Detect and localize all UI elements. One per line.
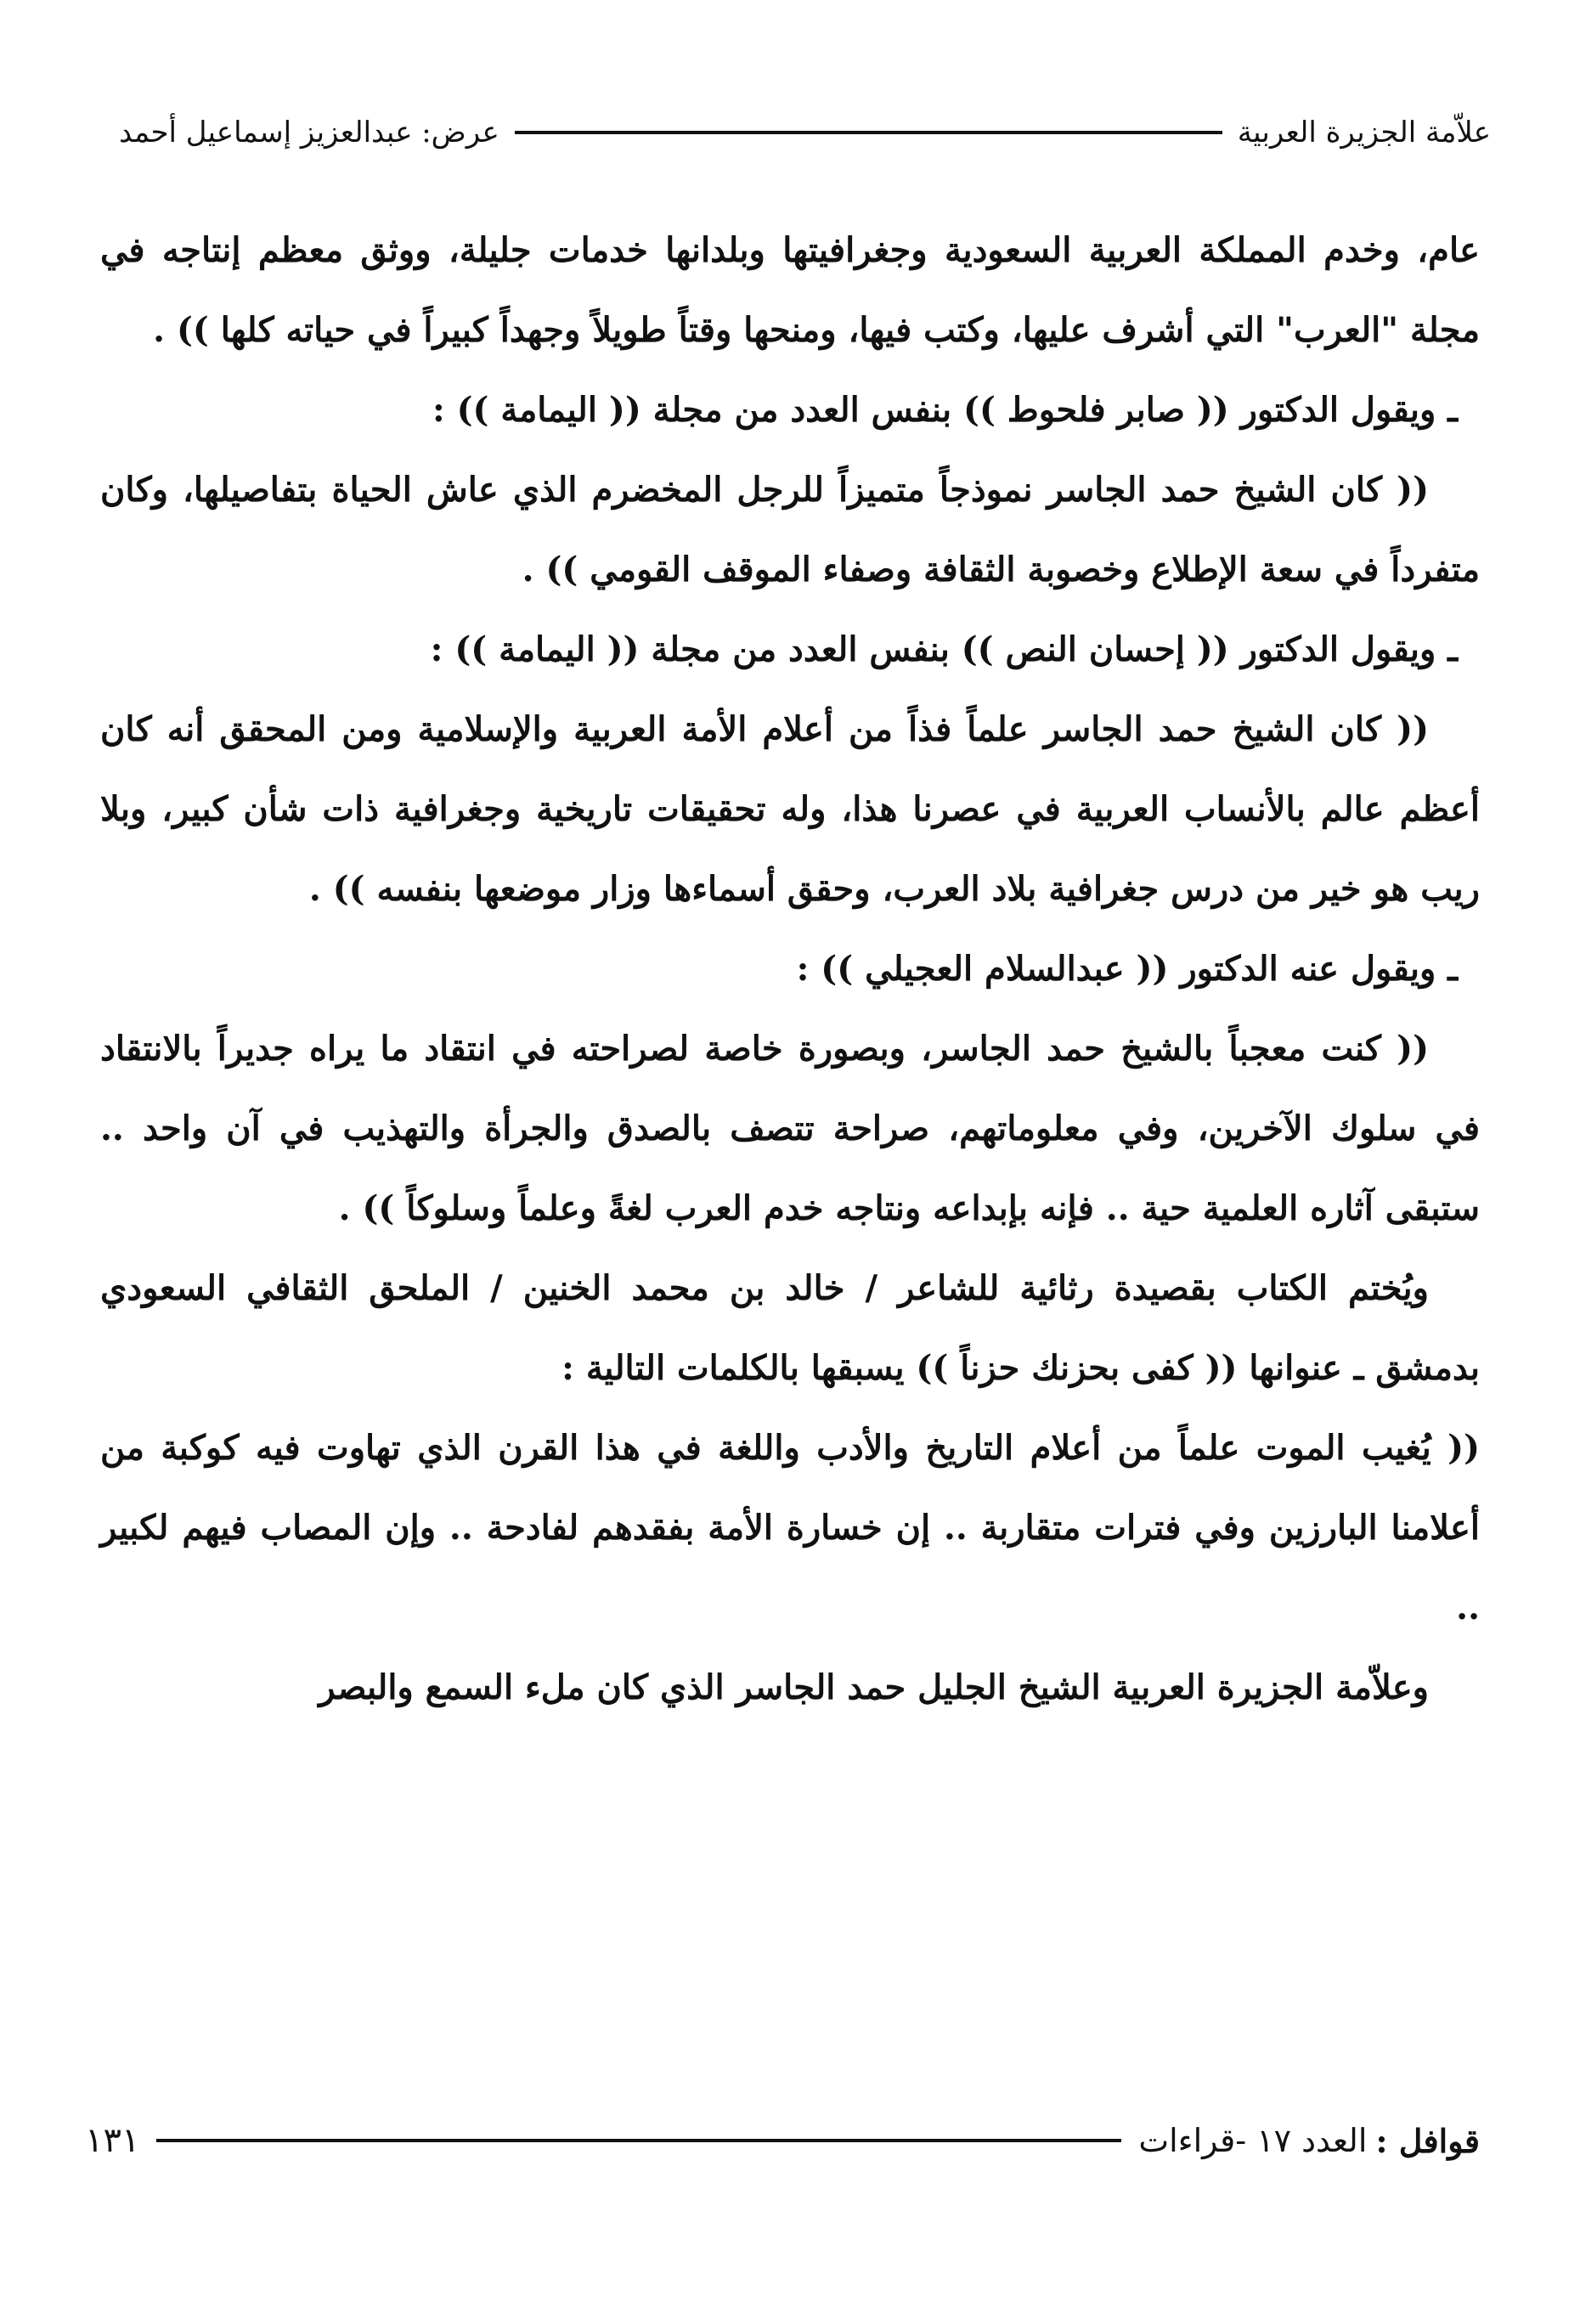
paragraph-3: (( كان الشيخ حمد الجاسر نموذجاً متميزاً للرجل المخضرم الذي عاش الحياة بتفاصيلها، وكان متفرداً في سعة الإطلاع وخصوبة الثقافة وصفاء الموقف القومي )) . <box>100 470 1480 589</box>
footer-rule <box>156 2139 1121 2142</box>
paragraph-9: (( يُغيب الموت علماً من أعلام التاريخ والأدب واللغة في هذا القرن الذي تهاوت فيه كوكبة من أعلامنا البارزين وفي فترات متقاربة .. إن خسارة الأمة بفقدهم لفادحة .. وإن المصاب فيهم لكبير .. <box>100 1428 1480 1627</box>
page-footer <box>85 2115 1480 2166</box>
header-rule <box>515 131 1222 134</box>
header-title: علاّمة الجزيرة العربية <box>1237 116 1491 149</box>
paragraph-2: ـ ويقول الدكتور (( صابر فلحوط )) بنفس العدد من مجلة (( اليمامة )) : <box>432 390 1458 430</box>
page-number: ١٣١ <box>85 2121 140 2160</box>
footer-issue: العدد ١٧ -قراءات <box>1138 2122 1368 2159</box>
paragraph-6: ـ ويقول عنه الدكتور (( عبدالسلام العجيلي )) : <box>796 949 1458 989</box>
paragraph-5: (( كان الشيخ حمد الجاسر علماً فذاً من أعلام الأمة العربية والإسلامية ومن المحقق أنه كان أعظم عالم بالأنساب العربية في عصرنا هذا، وله تحقيقات تاريخية وجغرافية ذات شأن كبير، وبلا ريب هو خير من درس جغرافية بلاد العرب، وحقق أسماءها وزار موضعها بنفسه )) . <box>100 709 1480 909</box>
footer-journal: قوافل : <box>1375 2121 1480 2160</box>
header-review: عرض: عبدالعزيز إسماعيل أحمد <box>119 116 499 149</box>
running-header <box>119 109 1491 156</box>
paragraph-10: وعلاّمة الجزيرة العربية الشيخ الجليل حمد الجاسر الذي كان ملء السمع والبصر <box>319 1667 1429 1707</box>
paragraph-4: ـ ويقول الدكتور (( إحسان النص )) بنفس العدد من مجلة (( اليمامة )) : <box>430 629 1458 669</box>
paragraph-8: ويُختم الكتاب بقصيدة رثائية للشاعر / خالد بن محمد الخنين / الملحق الثقافي السعودي بدمشق ـ عنوانها (( كفى بحزنك حزناً )) يسبقها بالكلمات التالية : <box>100 1268 1480 1388</box>
paragraph-1: عام، وخدم المملكة العربية السعودية وجغرافيتها وبلدانها خدمات جليلة، ووثق معظم إنتاجه في مجلة "العرب" التي أشرف عليها، وكتب فيها، ومنحها وقتاً طويلاً وجهداً كبيراً في حياته كلها )) . <box>100 230 1480 350</box>
paragraph-7: (( كنت معجباً بالشيخ حمد الجاسر، وبصورة خاصة لصراحته في انتقاد ما يراه جديراً بالانتقاد في سلوك الآخرين، وفي معلوماتهم، صراحة تتصف بالصدق والجرأة والتهذيب في آن واحد .. ستبقى آثاره العلمية حية .. فإنه بإبداعه ونتاجه خدم العرب لغةً وعلماً وسلوكاً )) . <box>100 1029 1480 1228</box>
article-body <box>100 211 1480 1728</box>
